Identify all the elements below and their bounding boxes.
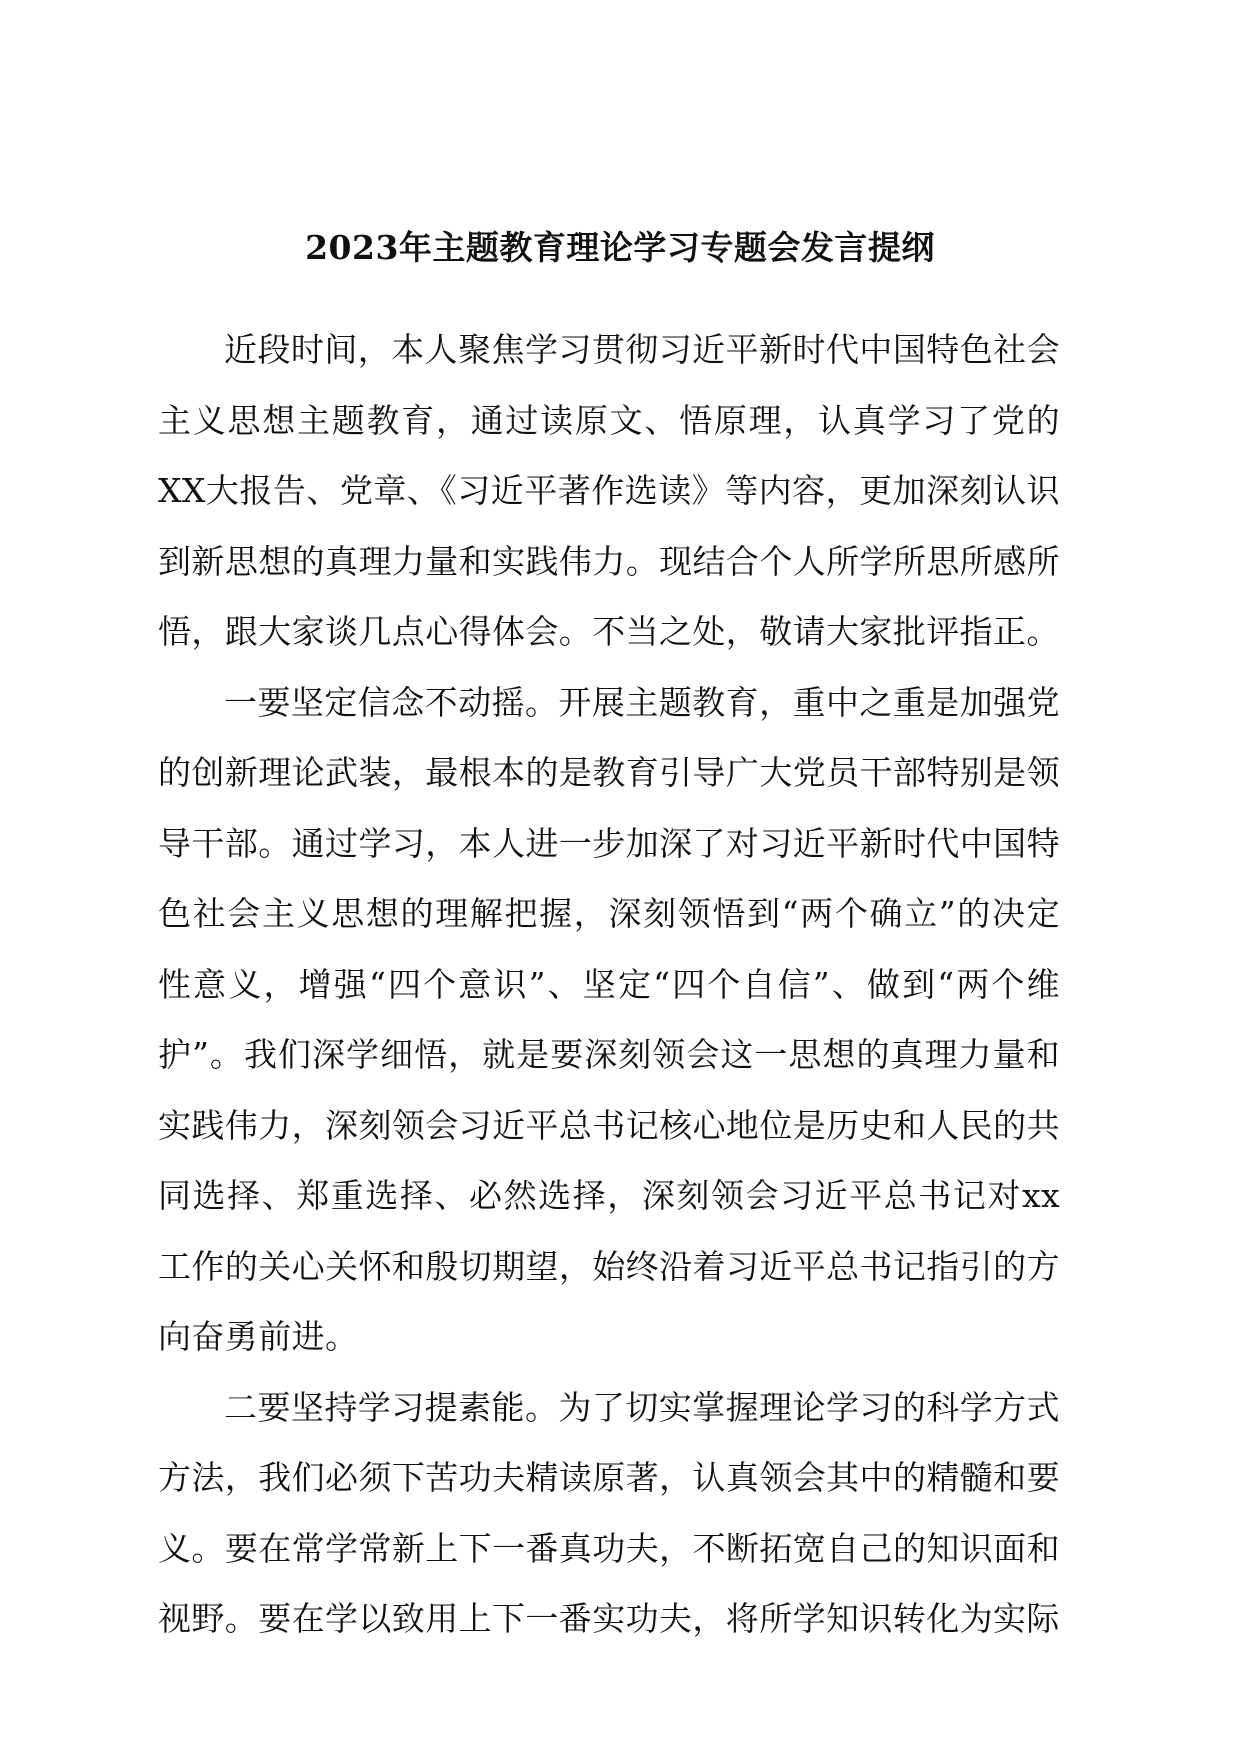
document-title: 2023年主题教育理论学习专题会发言提纲 bbox=[305, 228, 935, 267]
paragraph-point-one: 一要坚定信念不动摇。开展主题教育，重中之重是加强党的创新理论武装，最根本的是教育引导广大党员干部特别是领导干部。通过学习，本人进一步加深了对习近平新时代中国特色社会主义思想的理解把握，深刻领悟到“两个确立”的决定性意义，增强“四个意识”、坚定“四个自信”、做到“两个维护”。我们深学细悟，就是要深刻领会这一思想的真理力量和实践伟力，深刻领会习近平总书记核心地位是历史和人民的共同选择、郑重选择、必然选择，深刻领会习近平总书记对xx工作的关心关怀和殷切期望，始终沿着习近平总书记指引的方向奋勇前进。 bbox=[158, 682, 1060, 1356]
paragraph-point-two: 二要坚持学习提素能。为了切实掌握理论学习的科学方式方法，我们必须下苦功夫精读原著，认真领会其中的精髓和要义。要在常学常新上下一番真功夫，不断拓宽自己的知识面和视野。要在学以致用上下一番实功夫，将所学知识转化为实际 bbox=[158, 1387, 1060, 1638]
document-body bbox=[158, 315, 1060, 1655]
paragraph-intro: 近段时间，本人聚焦学习贯彻习近平新时代中国特色社会主义思想主题教育，通过读原文、悟原理，认真学习了党的XX大报告、党章、《习近平著作选读》等内容，更加深刻认识到新思想的真理力量和实践伟力。现结合个人所学所思所感所悟，跟大家谈几点心得体会。不当之处，敬请大家批评指正。 bbox=[158, 330, 1060, 651]
